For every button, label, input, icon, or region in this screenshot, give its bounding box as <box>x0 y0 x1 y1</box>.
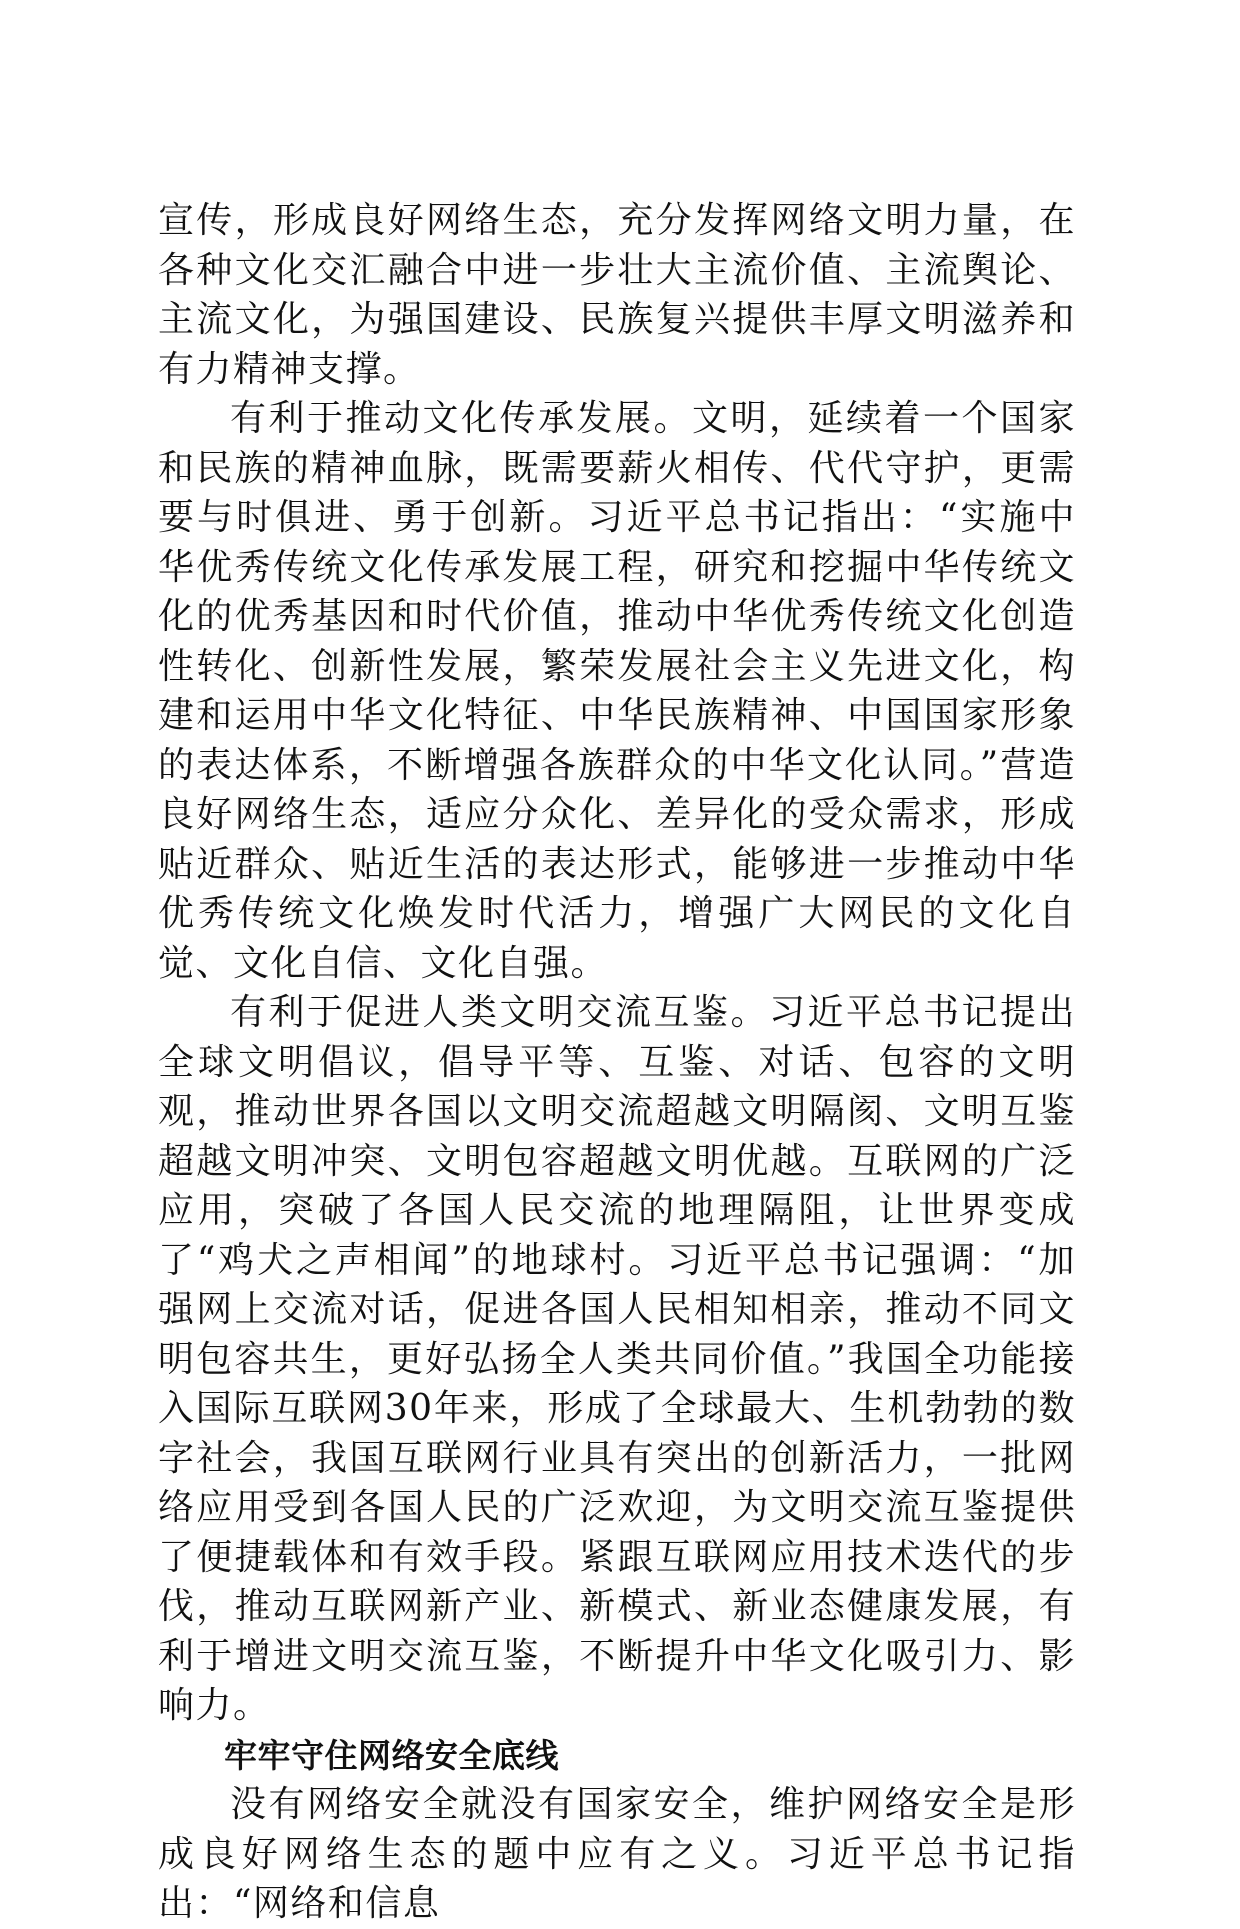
paragraph-continuation: 宣传，形成良好网络生态，充分发挥网络文明力量，在各种文化交汇融合中进一步壮大主流价值、主流舆论、主流文化，为强国建设、民族复兴提供丰厚文明滋养和有力精神支撑。 <box>158 200 1076 390</box>
paragraph-cultural-heritage: 有利于推动文化传承发展。文明，延续着一个国家和民族的精神血脉，既需要薪火相传、代代守护，更需要与时俱进、勇于创新。习近平总书记指出：“实施中华优秀传统文化传承发展工程，研究和挖掘中华传统文化的优秀基因和时代价值，推动中华优秀传统文化创造性转化、创新性发展，繁荣发展社会主义先进文化，构建和运用中华文化特征、中华民族精神、中国国家形象的表达体系，不断增强各族群众的中华文化认同。”营造良好网络生态，适应分众化、差异化的受众需求，形成贴近群众、贴近生活的表达形式，能够进一步推动中华优秀传统文化焕发时代活力，增强广大网民的文化自觉、文化自信、文化自强。 <box>158 398 1076 984</box>
document-page <box>158 196 1076 1929</box>
paragraph-civilization-exchange: 有利于促进人类文明交流互鉴。习近平总书记提出全球文明倡议，倡导平等、互鉴、对话、包容的文明观，推动世界各国以文明交流超越文明隔阂、文明互鉴超越文明冲突、文明包容超越文明优越。互联网的广泛应用，突破了各国人民交流的地理隔阻，让世界变成了“鸡犬之声相闻”的地球村。习近平总书记强调：“加强网上交流对话，促进各国人民相知相亲，推动不同文明包容共生，更好弘扬全人类共同价值。”我国全功能接入国际互联网30年来，形成了全球最大、生机勃勃的数字社会，我国互联网行业具有突出的创新活力，一批网络应用受到各国人民的广泛欢迎，为文明交流互鉴提供了便捷载体和有效手段。紧跟互联网应用技术迭代的步伐，推动互联网新产业、新模式、新业态健康发展，有利于增进文明交流互鉴，不断提升中华文化吸引力、影响力。 <box>158 992 1076 1726</box>
section-heading: 牢牢守住网络安全底线 <box>224 1735 559 1775</box>
paragraph-network-security: 没有网络安全就没有国家安全，维护网络安全是形成良好网络生态的题中应有之义。习近平总书记指出：“网络和信息 <box>158 1784 1076 1924</box>
